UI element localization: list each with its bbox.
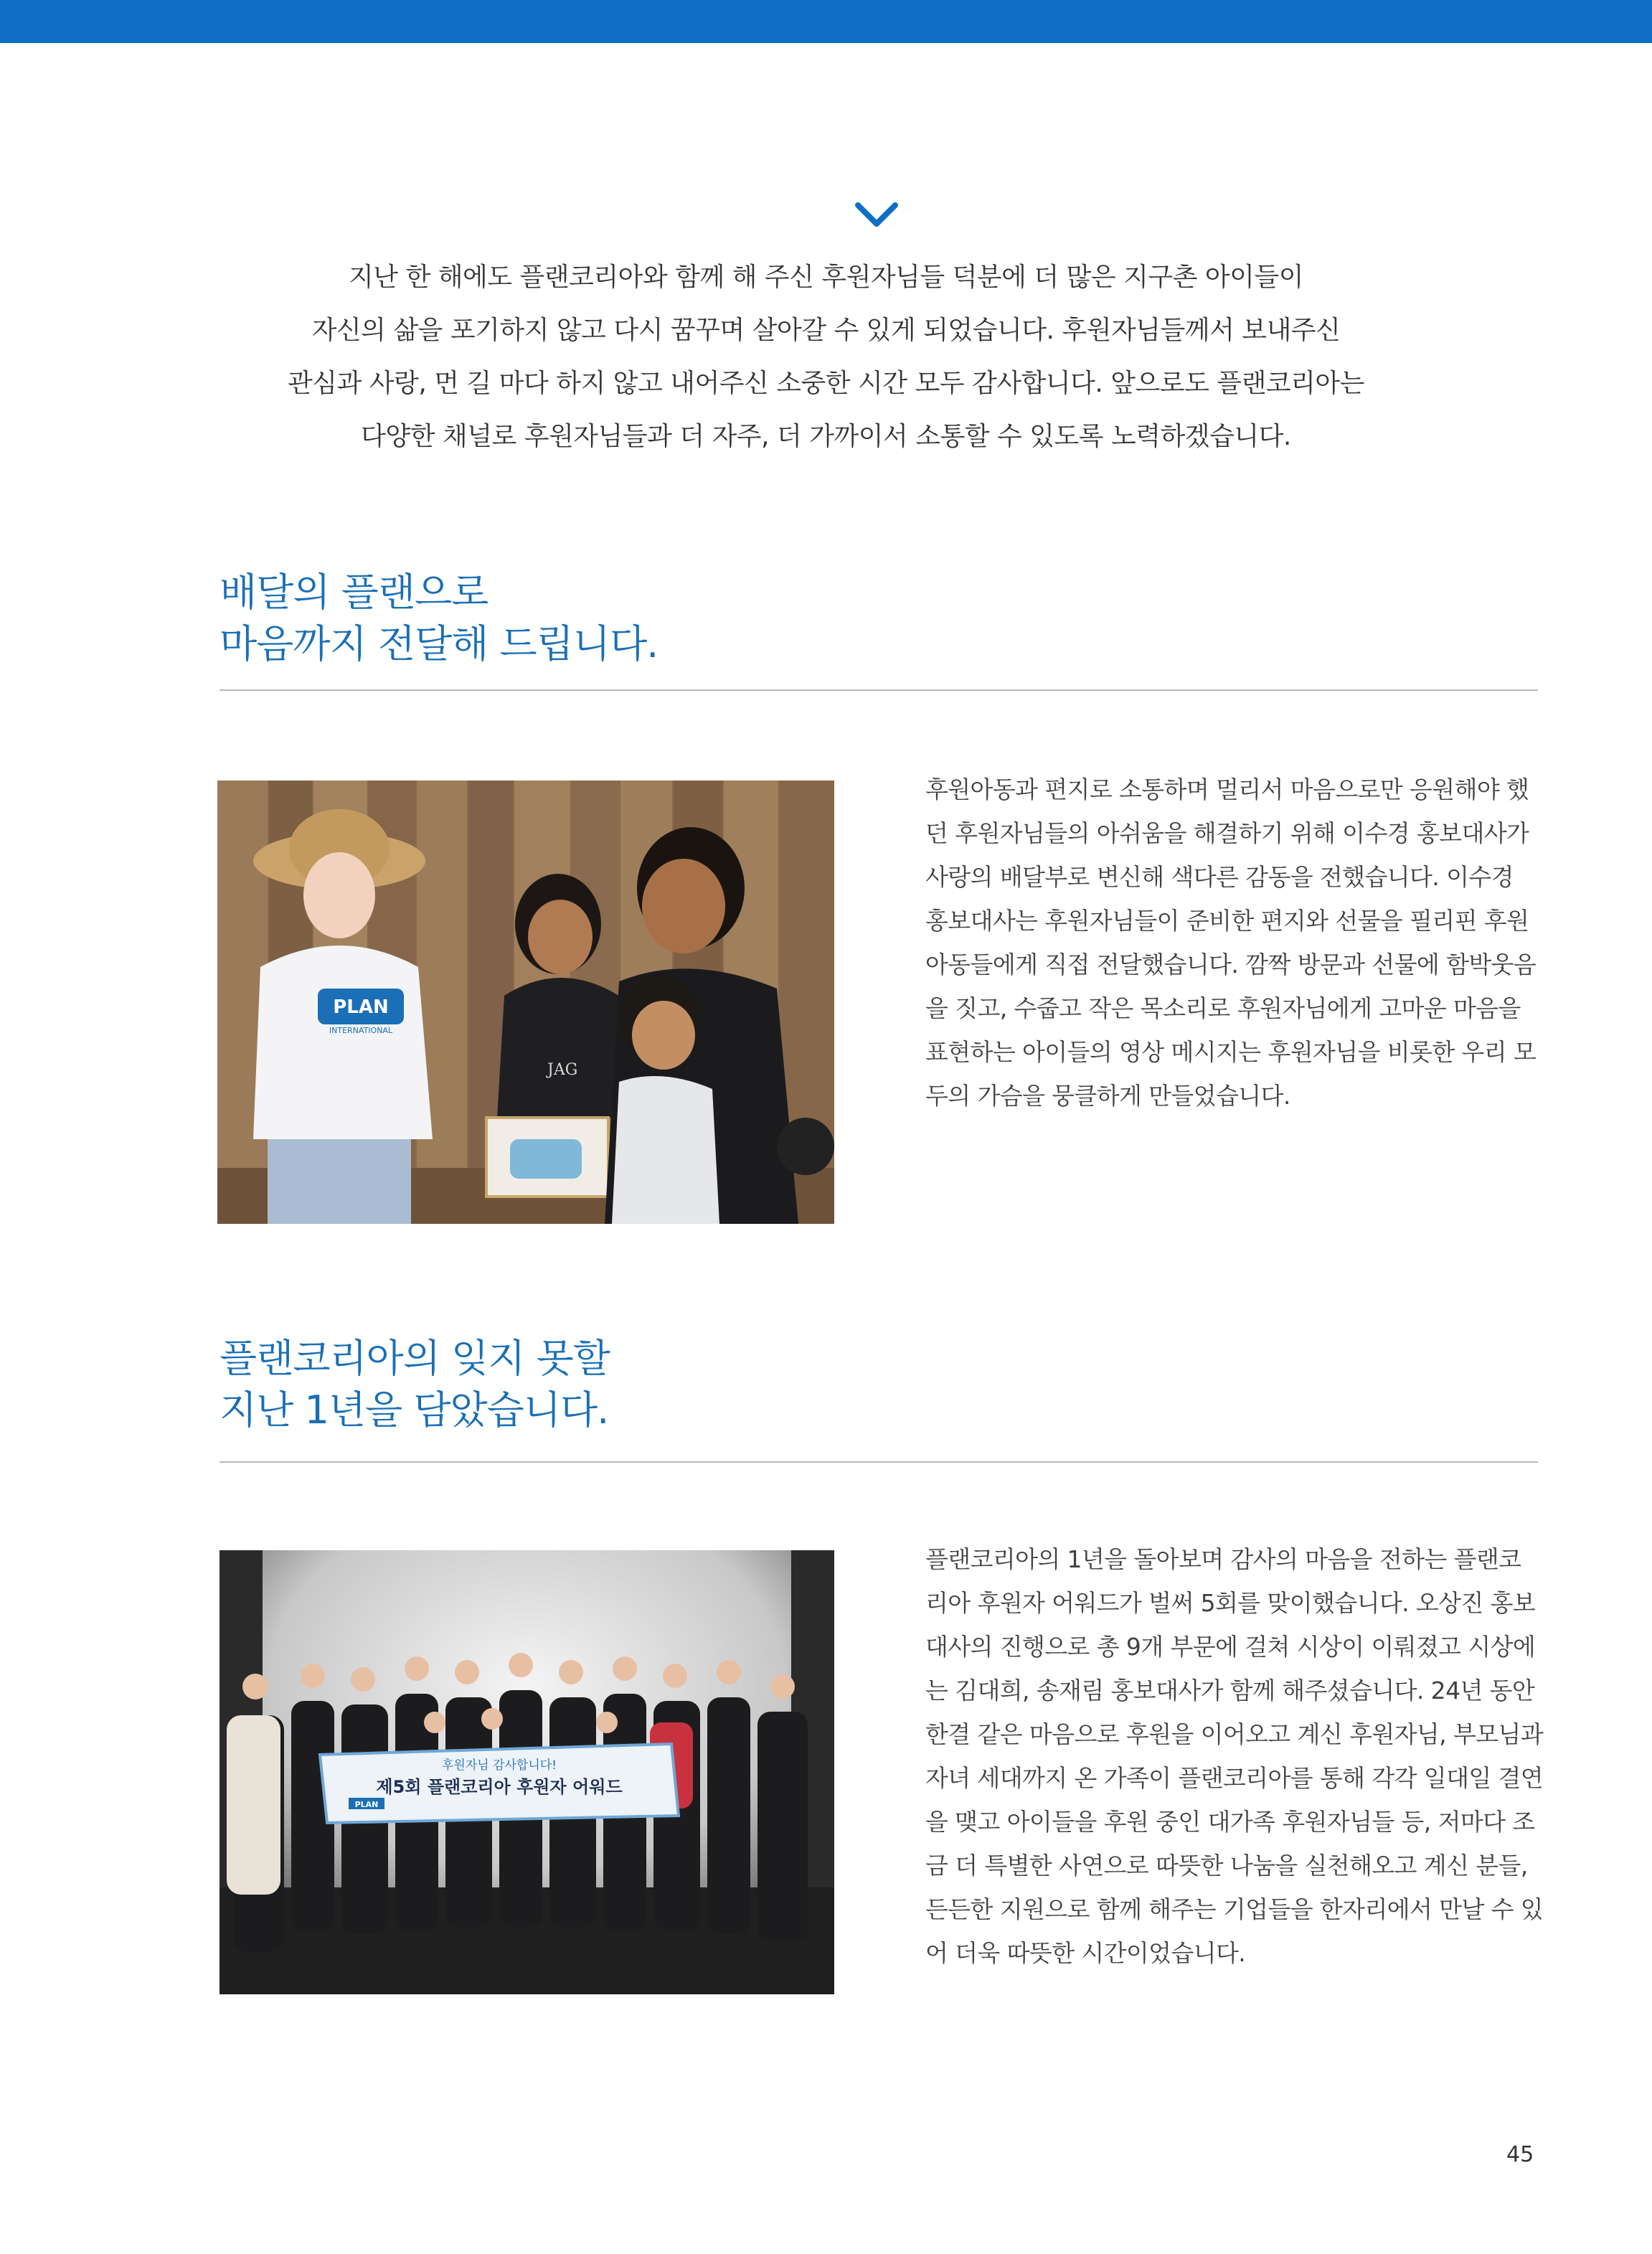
body-line: 는 김대희, 송재림 홍보대사가 함께 해주셨습니다. 24년 동안 — [925, 1677, 1535, 1704]
intro-paragraph — [215, 251, 1437, 463]
shirt-logo: PLAN — [333, 996, 389, 1018]
intro-line: 다양한 채널로 후원자님들과 더 자주, 더 가까이서 소통할 수 있도록 노력하겠습니다. — [361, 422, 1291, 451]
body-line: 어 더욱 따뜻한 시간이었습니다. — [925, 1939, 1246, 1967]
body-line: 표현하는 아이들의 영상 메시지는 후원자님을 비롯한 우리 모 — [925, 1038, 1537, 1066]
section2-heading-line: 플랜코리아의 잊지 못할 — [220, 1336, 610, 1381]
body-line: 금 더 특별한 사연으로 따뜻한 나눔을 실천해오고 계신 분들, — [925, 1852, 1528, 1880]
banner-line2: 제5회 플랜코리아 후원자 어워드 — [376, 1777, 623, 1797]
body-line: 자녀 세대까지 온 가족이 플랜코리아를 통해 각각 일대일 결연 — [925, 1764, 1544, 1792]
body-line: 사랑의 배달부로 변신해 색다른 감동을 전했습니다. 이수경 — [925, 863, 1514, 891]
section1-heading-line: 마음까지 전달해 드립니다. — [220, 621, 659, 666]
intro-line: 관심과 사랑, 먼 길 마다 하지 않고 내어주신 소중한 시간 모두 감사합니다. 앞으로도 플랜코리아는 — [288, 369, 1364, 398]
section1-body — [925, 768, 1542, 1118]
body-line: 리아 후원자 어워드가 벌써 5회를 맞이했습니다. 오상진 홍보 — [925, 1589, 1536, 1617]
body-line: 던 후원자님들의 아쉬움을 해결하기 위해 이수경 홍보대사가 — [925, 819, 1529, 847]
section2-photo — [220, 1550, 834, 1994]
section1-photo — [217, 781, 834, 1224]
banner-logo: PLAN — [354, 1800, 379, 1809]
body-line: 대사의 진행으로 총 9개 부문에 걸쳐 시상이 이뤄졌고 시상에 — [925, 1633, 1536, 1661]
page-number: 45 — [1506, 2142, 1534, 2167]
banner-line1: 후원자님 감사합니다! — [441, 1758, 557, 1773]
shirt-logo-sub: INTERNATIONAL — [329, 1026, 393, 1035]
section1-heading-line: 배달의 플랜으로 — [220, 570, 488, 615]
section2-heading-line: 지난 1년을 담았습니다. — [220, 1387, 609, 1433]
body-line: 한결 같은 마음으로 후원을 이어오고 계신 후원자님, 부모님과 — [925, 1720, 1544, 1748]
body-line: 을 짓고, 수줍고 작은 목소리로 후원자님에게 고마운 마음을 — [925, 994, 1521, 1022]
section2-divider — [220, 1461, 1538, 1463]
body-line: 든든한 지원으로 함께 해주는 기업들을 한자리에서 만날 수 있 — [925, 1895, 1544, 1923]
body-line: 플랜코리아의 1년을 돌아보며 감사의 마음을 전하는 플랜코 — [925, 1545, 1521, 1573]
section2-heading — [220, 1333, 610, 1436]
body-line: 홍보대사는 후원자님들이 준비한 편지와 선물을 필리핀 후원 — [925, 907, 1529, 935]
body-line: 아동들에게 직접 전달했습니다. 깜짝 방문과 선물에 함박웃음 — [925, 951, 1537, 979]
intro-line: 자신의 삶을 포기하지 않고 다시 꿈꾸며 살아갈 수 있게 되었습니다. 후원자님들께서 보내주신 — [311, 316, 1341, 345]
section1-divider — [220, 689, 1538, 691]
body-line: 후원아동과 편지로 소통하며 멀리서 마음으로만 응원해야 했 — [925, 775, 1529, 803]
intro-line: 지난 한 해에도 플랜코리아와 함께 해 주신 후원자님들 덕분에 더 많은 지구촌 아이들이 — [349, 263, 1303, 292]
body-line: 두의 가슴을 뭉클하게 만들었습니다. — [925, 1082, 1290, 1110]
section1-heading — [220, 567, 658, 670]
top-color-bar — [0, 0, 1652, 43]
chevron-down-icon — [854, 201, 900, 230]
body-line: 을 맺고 아이들을 후원 중인 대가족 후원자님들 등, 저마다 조 — [925, 1808, 1535, 1836]
section2-body — [925, 1537, 1542, 1975]
shirt-text: JAG — [547, 1061, 578, 1079]
